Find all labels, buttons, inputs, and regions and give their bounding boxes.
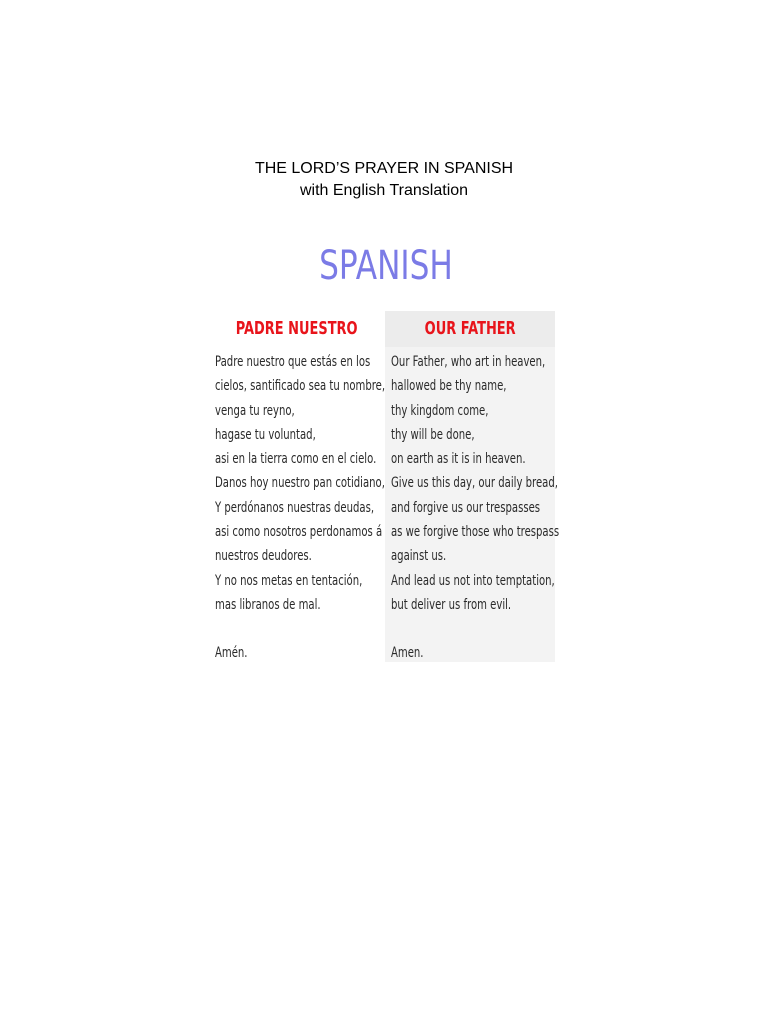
english-heading xyxy=(385,311,555,347)
english-line: and forgive us our trespasses xyxy=(391,499,541,516)
english-line: And lead us not into temptation, xyxy=(391,572,555,589)
spanish-column xyxy=(209,311,385,662)
spanish-line: venga tu reyno, xyxy=(215,402,295,419)
spanish-heading-text: PADRE NUESTRO xyxy=(236,318,358,339)
spanish-line: hagase tu voluntad, xyxy=(215,426,316,443)
spanish-heading xyxy=(209,311,385,347)
spanish-line: cielos, santificado sea tu nombre, xyxy=(215,378,386,395)
english-line: thy will be done, xyxy=(391,426,475,443)
english-line: on earth as it is in heaven. xyxy=(391,451,526,468)
spanish-line: Y perdónanos nuestras deudas, xyxy=(215,499,375,516)
english-line: against us. xyxy=(391,548,447,565)
spanish-closing: Amén. xyxy=(215,645,248,662)
english-line: but deliver us from evil. xyxy=(391,596,512,613)
english-column xyxy=(385,311,560,662)
english-closing: Amen. xyxy=(391,645,424,662)
english-line: hallowed be thy name, xyxy=(391,378,507,395)
page-subtitle: with English Translation xyxy=(299,182,469,199)
spanish-banner: SPANISH xyxy=(319,243,453,289)
english-prayer-text xyxy=(391,350,560,666)
spanish-line: asi en la tierra como en el cielo. xyxy=(215,451,377,468)
spanish-line: Padre nuestro que estás en los xyxy=(215,354,371,370)
spanish-line: Y no nos metas en tentación, xyxy=(215,572,363,589)
spanish-line: nuestros deudores. xyxy=(215,548,312,565)
english-line: as we forgive those who trespass xyxy=(391,524,560,541)
english-line: thy kingdom come, xyxy=(391,402,489,419)
spanish-line: Danos hoy nuestro pan cotidiano, xyxy=(215,475,385,492)
english-heading-text: OUR FATHER xyxy=(424,318,516,339)
spanish-prayer-text xyxy=(215,350,385,666)
stanza-gap xyxy=(215,617,385,641)
page-title: THE LORD’S PRAYER IN SPANISH xyxy=(254,160,514,177)
spanish-line: mas libranos de mal. xyxy=(215,596,321,613)
english-line: Give us this day, our daily bread, xyxy=(391,475,558,492)
spanish-line: asi como nosotros perdonamos á xyxy=(215,524,383,541)
stanza-gap xyxy=(391,617,555,641)
english-line: Our Father, who art in heaven, xyxy=(391,354,546,370)
